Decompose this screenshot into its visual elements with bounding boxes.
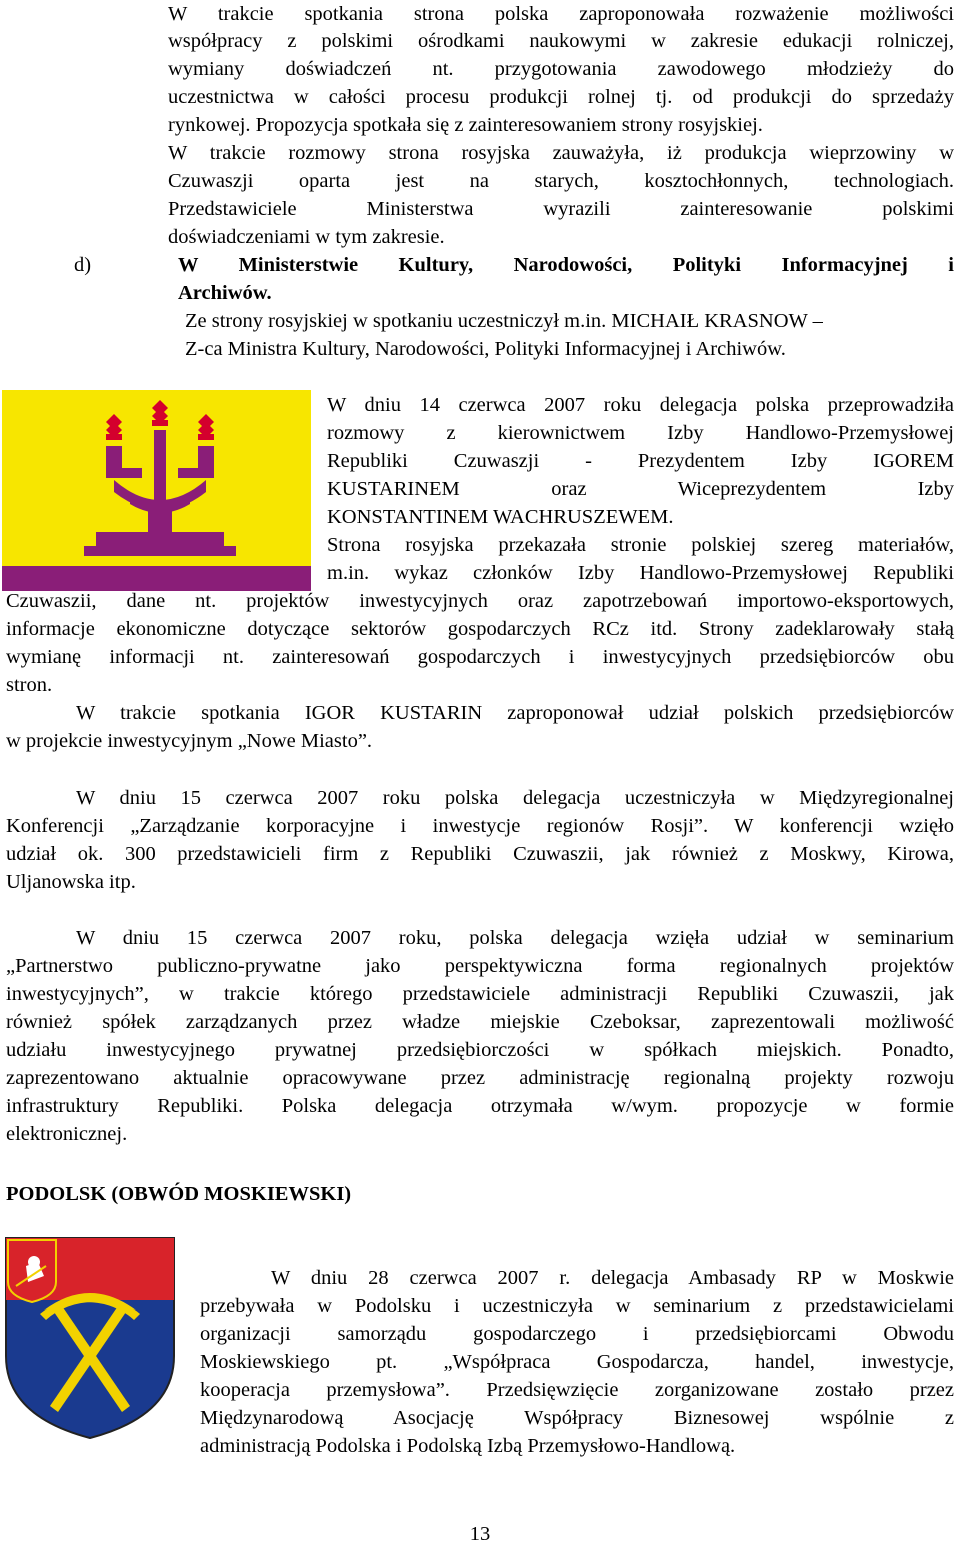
podolsk-coat-of-arms-image xyxy=(4,1236,176,1440)
text-line: Moskiewskiego pt. „Współpraca Gospodarcza, handel, inwestycje, xyxy=(200,1351,954,1373)
text-line: wymianę informacji nt. zainteresowań gospodarczych i inwestycyjnych przedsiębiorców obu xyxy=(6,646,954,668)
list-marker: d) xyxy=(74,254,92,276)
text-line: Republiki Czuwaszji - Prezydentem Izby IGOREM xyxy=(327,450,954,472)
chuvashia-flag-image xyxy=(2,390,311,591)
text-line: przebywała w Podolsku i uczestniczyła w seminarium z przedstawicielami xyxy=(200,1295,954,1317)
text-line: stron. xyxy=(6,674,53,696)
text-line: uczestnictwa w całości procesu produkcji rolnej tj. od produkcji do sprzedaży xyxy=(168,86,954,108)
text-line: W trakcie rozmowy strona rosyjska zauważyła, iż produkcja wieprzowiny w xyxy=(168,142,954,164)
text-line: rynkowej. Propozycja spotkała się z zainteresowaniem strony rosyjskiej. xyxy=(168,114,763,136)
text-line: Uljanowska itp. xyxy=(6,871,136,893)
ministry-heading: W Ministerstwie Kultury, Narodowości, Polityki Informacyjnej i xyxy=(178,254,954,276)
text-line: rozmowy z kierownictwem Izby Handlowo-Przemysłowej xyxy=(327,422,954,444)
text-line: Czuwaszii, dane nt. projektów inwestycyjnych oraz zapotrzebowań importowo-eksportowych, xyxy=(6,590,954,612)
text-line: doświadczeniami w tym zakresie. xyxy=(168,226,445,248)
text-line: udziału inwestycyjnego prywatnej przedsiębiorczości w spółkach miejskich. Ponadto, xyxy=(6,1039,954,1061)
text-line: Przedstawiciele Ministerstwa wyrazili zainteresowanie polskimi xyxy=(168,198,954,220)
text-line: współpracy z polskimi ośrodkami naukowymi w zakresie edukacji rolniczej, xyxy=(168,30,954,52)
line-text: W trakcie spotkania strona polska zaproponowała rozważenie możliwości xyxy=(168,3,954,25)
text-line: zaprezentowano aktualnie opracowywane przez administrację regionalną projekty rozwoju xyxy=(6,1067,954,1089)
text-line: organizacji samorządu gospodarczego i przedsiębiorcami Obwodu xyxy=(200,1323,954,1345)
text-line: W dniu 28 czerwca 2007 r. delegacja Ambasady RP w Moskwie xyxy=(271,1267,954,1289)
text-line: elektronicznej. xyxy=(6,1123,128,1145)
text-line: „Partnerstwo publiczno-prywatne jako perspektywiczna forma regionalnych projektów xyxy=(6,955,954,977)
text-line: Ze strony rosyjskiej w spotkaniu uczestniczył m.in. MICHAIŁ KRASNOW – xyxy=(185,310,823,332)
text-line: Międzynarodową Asocjację Współpracy Biznesowej wspólnie z xyxy=(200,1407,954,1429)
ministry-heading-cont: Archiwów. xyxy=(178,282,272,304)
text-line: W dniu 14 czerwca 2007 roku delegacja polska przeprowadziła xyxy=(327,394,954,416)
text-line: W trakcie spotkania IGOR KUSTARIN zaproponował udział polskich przedsiębiorców xyxy=(76,702,954,724)
text-line: KONSTANTINEM WACHRUSZEWEM. xyxy=(327,506,674,528)
section-heading-podolsk: PODOLSK (OBWÓD MOSKIEWSKI) xyxy=(6,1183,352,1205)
text-line: wymiany doświadczeń nt. przygotowania zawodowego młodzieży do xyxy=(168,58,954,80)
text-line: Konferencji „Zarządzanie korporacyjne i inwestycje regionów Rosji”. W konferencji wzięło xyxy=(6,815,954,837)
text-line: W dniu 15 czerwca 2007 roku, polska delegacja wzięła udział w seminarium xyxy=(76,927,954,949)
text-line: w projekcie inwestycyjnym „Nowe Miasto”. xyxy=(6,730,373,752)
text-line: KUSTARINEM oraz Wiceprezydentem Izby xyxy=(327,478,954,500)
text-line: również spółek zarządzanych przez władze miejskie Czeboksar, zaprezentowali możliwość xyxy=(6,1011,954,1033)
text-line: m.in. wykaz członków Izby Handlowo-Przemysłowej Republiki xyxy=(327,562,954,584)
text-line: infrastruktury Republiki. Polska delegacja otrzymała w/wym. propozycje w formie xyxy=(6,1095,954,1117)
text-line: Strona rosyjska przekazała stronie polskiej szereg materiałów, xyxy=(327,534,954,556)
text-line: udział ok. 300 przedstawicieli firm z Republiki Czuwaszii, jak również z Moskwy, Kirowa, xyxy=(6,843,954,865)
text-line: inwestycyjnych”, w trakcie którego przedstawiciele administracji Republiki Czuwaszii, jak xyxy=(6,983,954,1005)
text-line xyxy=(168,0,954,28)
text-line: kooperacja przemysłowa”. Przedsięwzięcie zorganizowane zostało przez xyxy=(200,1379,954,1401)
text-line: administracją Podolska i Podolską Izbą Przemysłowo-Handlową. xyxy=(200,1435,736,1457)
moscow-emblem-icon xyxy=(8,1240,56,1302)
text-line: Czuwaszji oparta jest na starych, kosztochłonnych, technologiach. xyxy=(168,170,954,192)
text-line: Z-ca Ministra Kultury, Narodowości, Polityki Informacyjnej i Archiwów. xyxy=(185,338,786,360)
text-line: informacje ekonomiczne dotyczące sektorów gospodarczych RCz itd. Strony zadeklarowały stałą xyxy=(6,618,954,640)
page-number: 13 xyxy=(469,1523,491,1545)
text-line: W dniu 15 czerwca 2007 roku polska delegacja uczestniczyła w Międzyregionalnej xyxy=(76,787,954,809)
